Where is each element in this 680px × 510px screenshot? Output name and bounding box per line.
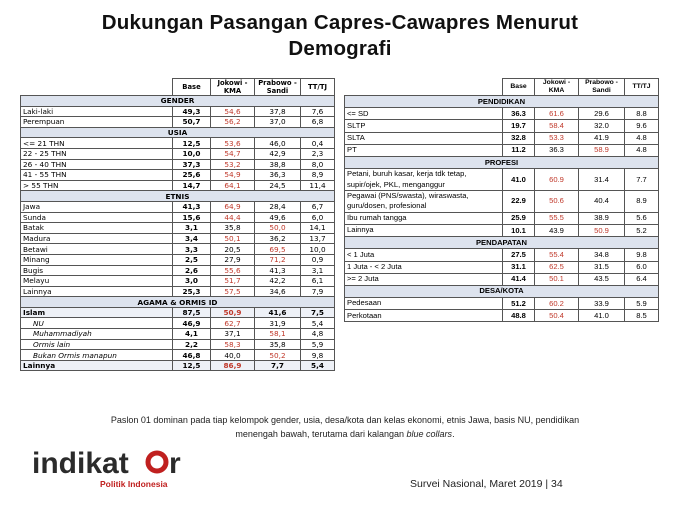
prabowo-value: 37,8: [255, 106, 301, 117]
prabowo-value: 31.4: [579, 169, 625, 191]
row-label: SLTP: [345, 120, 503, 132]
table-row: [21, 233, 335, 244]
row-label: Bukan Ormis manapun: [21, 350, 173, 361]
table-row: [21, 159, 335, 170]
undecided-value: 5,4: [301, 360, 335, 371]
table-row: [345, 298, 659, 310]
prabowo-value: 49,6: [255, 212, 301, 223]
header-blank-cell: [21, 79, 173, 96]
undecided-value: 6.0: [625, 261, 659, 273]
jokowi-value: 40,0: [211, 350, 255, 361]
undecided-value: 8,0: [301, 159, 335, 170]
undecided-value: 5,9: [301, 339, 335, 350]
base-value: 50,7: [173, 117, 211, 128]
prabowo-value: 46,0: [255, 138, 301, 149]
jokowi-value: 27,9: [211, 254, 255, 265]
undecided-value: 4.8: [625, 132, 659, 144]
base-value: 41,3: [173, 201, 211, 212]
jokowi-value: 61.6: [535, 108, 579, 120]
undecided-value: 9,8: [301, 350, 335, 361]
undecided-value: 8.9: [625, 190, 659, 212]
row-label: Lainnya: [345, 224, 503, 236]
undecided-value: 8.8: [625, 108, 659, 120]
row-label: Betawi: [21, 244, 173, 255]
undecided-value: 6,7: [301, 201, 335, 212]
prabowo-value: 58,1: [255, 329, 301, 340]
prabowo-value: 32.0: [579, 120, 625, 132]
table-row: [345, 169, 659, 191]
row-label: <= 21 THN: [21, 138, 173, 149]
row-label: Laki-laki: [21, 106, 173, 117]
table-row: [21, 170, 335, 181]
row-label: 22 - 25 THN: [21, 148, 173, 159]
base-value: 3,0: [173, 276, 211, 287]
section-label: GENDER: [21, 96, 335, 107]
table-row: [21, 286, 335, 297]
table-row: [21, 276, 335, 287]
section-header-row: [345, 237, 659, 249]
jokowi-value: 44,4: [211, 212, 255, 223]
table-row: [21, 138, 335, 149]
undecided-value: 4.8: [625, 144, 659, 156]
table-row: [21, 212, 335, 223]
table-row: [345, 212, 659, 224]
base-value: 87,5: [173, 307, 211, 318]
section-header-row: [21, 191, 335, 202]
jokowi-value: 60.2: [535, 298, 579, 310]
table-row: [21, 180, 335, 191]
jokowi-value: 50,1: [211, 233, 255, 244]
jokowi-value: 86,9: [211, 360, 255, 371]
base-value: 2,2: [173, 339, 211, 350]
row-label: Batak: [21, 223, 173, 234]
prabowo-value: 38,8: [255, 159, 301, 170]
undecided-value: 5.6: [625, 212, 659, 224]
row-label: <= SD: [345, 108, 503, 120]
section-header-row: [345, 156, 659, 168]
table-row: [345, 273, 659, 285]
prabowo-value: 33.9: [579, 298, 625, 310]
table-header-row: [345, 79, 659, 96]
base-value: 37,3: [173, 159, 211, 170]
undecided-value: 0,4: [301, 138, 335, 149]
base-value: 27.5: [503, 249, 535, 261]
base-value: 46,8: [173, 350, 211, 361]
base-value: 2,6: [173, 265, 211, 276]
table-row: [345, 144, 659, 156]
column-header: Prabowo - Sandi: [579, 79, 625, 96]
base-value: 10,0: [173, 148, 211, 159]
table-row: [345, 310, 659, 322]
section-header-row: [21, 96, 335, 107]
column-header: Jokowi - KMA: [535, 79, 579, 96]
svg-text:indikat: indikat: [32, 447, 129, 480]
prabowo-value: 69,5: [255, 244, 301, 255]
table-row: [21, 254, 335, 265]
row-label: Melayu: [21, 276, 173, 287]
table-row: [21, 265, 335, 276]
base-value: 14,7: [173, 180, 211, 191]
undecided-value: 2,3: [301, 148, 335, 159]
base-value: 51.2: [503, 298, 535, 310]
table-row: [21, 244, 335, 255]
base-value: 32.8: [503, 132, 535, 144]
logo-subtitle: Politik Indonesia: [100, 479, 168, 489]
section-header-row: [345, 96, 659, 108]
prabowo-value: 42,9: [255, 148, 301, 159]
row-label: 41 - 55 THN: [21, 170, 173, 181]
prabowo-value: 41,3: [255, 265, 301, 276]
undecided-value: 13,7: [301, 233, 335, 244]
jokowi-value: 55.4: [535, 249, 579, 261]
prabowo-value: 43.5: [579, 273, 625, 285]
undecided-value: 9.6: [625, 120, 659, 132]
row-label: Islam: [21, 307, 173, 318]
undecided-value: 7,9: [301, 286, 335, 297]
table-row: [21, 307, 335, 318]
undecided-value: 6.4: [625, 273, 659, 285]
base-value: 2,5: [173, 254, 211, 265]
prabowo-value: 50.9: [579, 224, 625, 236]
prabowo-value: 34,6: [255, 286, 301, 297]
prabowo-value: 36,2: [255, 233, 301, 244]
row-label: < 1 Juta: [345, 249, 503, 261]
prabowo-value: 34.8: [579, 249, 625, 261]
base-value: 25,3: [173, 286, 211, 297]
jokowi-value: 53,2: [211, 159, 255, 170]
section-header-row: [21, 297, 335, 308]
base-value: 11.2: [503, 144, 535, 156]
undecided-value: 5.2: [625, 224, 659, 236]
note-text-end: .: [452, 429, 455, 439]
undecided-value: 8.5: [625, 310, 659, 322]
row-label: Ormis lain: [21, 339, 173, 350]
undecided-value: 7,6: [301, 106, 335, 117]
table-row: [21, 148, 335, 159]
row-label: Ibu rumah tangga: [345, 212, 503, 224]
section-header-row: [345, 285, 659, 297]
prabowo-value: 37,0: [255, 117, 301, 128]
table-row: [21, 360, 335, 371]
note-text: menengah bawah, terutama dari kalangan: [235, 429, 407, 439]
row-label: >= 2 Juta: [345, 273, 503, 285]
title-line-1: Dukungan Pasangan Capres-Cawapres Menurut: [101, 11, 579, 34]
undecided-value: 7,5: [301, 307, 335, 318]
table-row: [21, 318, 335, 329]
section-label: AGAMA & ORMIS ID: [21, 297, 335, 308]
column-header: Jokowi - KMA: [211, 79, 255, 96]
base-value: 41.4: [503, 273, 535, 285]
jokowi-value: 64,1: [211, 180, 255, 191]
jokowi-value: 55,6: [211, 265, 255, 276]
base-value: 36.3: [503, 108, 535, 120]
prabowo-value: 29.6: [579, 108, 625, 120]
row-label: Perkotaan: [345, 310, 503, 322]
note-line-2: [60, 427, 630, 441]
undecided-value: 11,4: [301, 180, 335, 191]
row-label: Lainnya: [21, 286, 173, 297]
row-label: SLTA: [345, 132, 503, 144]
prabowo-value: 50,0: [255, 223, 301, 234]
jokowi-value: 54,6: [211, 106, 255, 117]
base-value: 46,9: [173, 318, 211, 329]
section-label: ETNIS: [21, 191, 335, 202]
jokowi-value: 51,7: [211, 276, 255, 287]
table-row: [345, 120, 659, 132]
jokowi-value: 43.9: [535, 224, 579, 236]
base-value: 31.1: [503, 261, 535, 273]
table-row: [21, 223, 335, 234]
row-label: Pedesaan: [345, 298, 503, 310]
undecided-value: 6,0: [301, 212, 335, 223]
table-row: [21, 201, 335, 212]
row-label: > 55 THN: [21, 180, 173, 191]
section-label: USIA: [21, 127, 335, 138]
summary-note: [60, 413, 630, 441]
table-row: [345, 190, 659, 212]
section-label: DESA/KOTA: [345, 285, 659, 297]
table-row: [345, 132, 659, 144]
row-label: Muhammadiyah: [21, 329, 173, 340]
undecided-value: 5.9: [625, 298, 659, 310]
prabowo-value: 24,5: [255, 180, 301, 191]
prabowo-value: 31,9: [255, 318, 301, 329]
note-line-1: Paslon 01 dominan pada tiap kelompok gender, usia, desa/kota dan kelas ekonomi, etnis Jawa, basis NU, pendidikan: [110, 415, 580, 425]
footer-page-info: Survei Nasional, Maret 2019 | 34: [410, 478, 563, 490]
undecided-value: 14,1: [301, 223, 335, 234]
prabowo-value: 71,2: [255, 254, 301, 265]
table-row: [345, 108, 659, 120]
jokowi-value: 57,5: [211, 286, 255, 297]
column-header: TT/TJ: [625, 79, 659, 96]
column-header: Base: [173, 79, 211, 96]
jokowi-value: 55.5: [535, 212, 579, 224]
row-label: Jawa: [21, 201, 173, 212]
jokowi-value: 62.5: [535, 261, 579, 273]
jokowi-value: 37,1: [211, 329, 255, 340]
prabowo-value: 41,6: [255, 307, 301, 318]
undecided-value: 7.7: [625, 169, 659, 191]
prabowo-value: 38.9: [579, 212, 625, 224]
jokowi-value: 36.3: [535, 144, 579, 156]
jokowi-value: 58,3: [211, 339, 255, 350]
row-label: Lainnya: [21, 360, 173, 371]
undecided-value: 6,1: [301, 276, 335, 287]
base-value: 3,4: [173, 233, 211, 244]
prabowo-value: 7,7: [255, 360, 301, 371]
jokowi-value: 62,7: [211, 318, 255, 329]
column-header: Base: [503, 79, 535, 96]
prabowo-value: 42,2: [255, 276, 301, 287]
undecided-value: 3,1: [301, 265, 335, 276]
jokowi-value: 35,8: [211, 223, 255, 234]
table-header-row: [21, 79, 335, 96]
row-label: Petani, buruh kasar, kerja tdk tetap, supir/ojek, PKL, menganggur: [345, 169, 503, 191]
jokowi-value: 54,9: [211, 170, 255, 181]
base-value: 15,6: [173, 212, 211, 223]
jokowi-value: 20,5: [211, 244, 255, 255]
row-label: Madura: [21, 233, 173, 244]
table-row: [345, 249, 659, 261]
jokowi-value: 56,2: [211, 117, 255, 128]
base-value: 10.1: [503, 224, 535, 236]
base-value: 12,5: [173, 360, 211, 371]
jokowi-value: 50.6: [535, 190, 579, 212]
base-value: 3,3: [173, 244, 211, 255]
prabowo-value: 58.9: [579, 144, 625, 156]
base-value: 3,1: [173, 223, 211, 234]
prabowo-value: 40.4: [579, 190, 625, 212]
jokowi-value: 64,9: [211, 201, 255, 212]
prabowo-value: 41.0: [579, 310, 625, 322]
jokowi-value: 54,7: [211, 148, 255, 159]
row-label: PT: [345, 144, 503, 156]
undecided-value: 0,9: [301, 254, 335, 265]
jokowi-value: 53,6: [211, 138, 255, 149]
row-label: 26 - 40 THN: [21, 159, 173, 170]
page-title: [0, 10, 680, 62]
prabowo-value: 35,8: [255, 339, 301, 350]
row-label: Pegawai (PNS/swasta), wiraswasta, guru/dosen, profesional: [345, 190, 503, 212]
jokowi-value: 58.4: [535, 120, 579, 132]
undecided-value: 9.8: [625, 249, 659, 261]
undecided-value: 4,8: [301, 329, 335, 340]
undecided-value: 10,0: [301, 244, 335, 255]
section-label: PENDIDIKAN: [345, 96, 659, 108]
prabowo-value: 50,2: [255, 350, 301, 361]
section-label: PENDAPATAN: [345, 237, 659, 249]
indikator-logo: [30, 443, 210, 493]
undecided-value: 6,8: [301, 117, 335, 128]
prabowo-value: 36,3: [255, 170, 301, 181]
table-row: [21, 350, 335, 361]
table-row: [21, 339, 335, 350]
prabowo-value: 31.5: [579, 261, 625, 273]
table-row: [345, 261, 659, 273]
jokowi-value: 53.3: [535, 132, 579, 144]
left-demographics-table: [20, 78, 335, 371]
prabowo-value: 41.9: [579, 132, 625, 144]
column-header: TT/TJ: [301, 79, 335, 96]
row-label: Perempuan: [21, 117, 173, 128]
base-value: 22.9: [503, 190, 535, 212]
base-value: 19.7: [503, 120, 535, 132]
base-value: 48.8: [503, 310, 535, 322]
prabowo-value: 28,4: [255, 201, 301, 212]
base-value: 4,1: [173, 329, 211, 340]
row-label: Sunda: [21, 212, 173, 223]
row-label: NU: [21, 318, 173, 329]
header-blank-cell: [345, 79, 503, 96]
jokowi-value: 50.1: [535, 273, 579, 285]
undecided-value: 5,4: [301, 318, 335, 329]
svg-text:r: r: [169, 447, 181, 480]
undecided-value: 8,9: [301, 170, 335, 181]
base-value: 12,5: [173, 138, 211, 149]
row-label: Minang: [21, 254, 173, 265]
jokowi-value: 60.9: [535, 169, 579, 191]
note-italic-text: blue collars: [406, 429, 453, 439]
column-header: Prabowo - Sandi: [255, 79, 301, 96]
base-value: 49,3: [173, 106, 211, 117]
base-value: 41.0: [503, 169, 535, 191]
table-row: [21, 329, 335, 340]
base-value: 25.9: [503, 212, 535, 224]
right-demographics-table: [344, 78, 659, 322]
table-row: [21, 117, 335, 128]
title-line-2: Demografi: [288, 37, 392, 60]
table-row: [21, 106, 335, 117]
jokowi-value: 50.4: [535, 310, 579, 322]
base-value: 25,6: [173, 170, 211, 181]
section-label: PROFESI: [345, 156, 659, 168]
row-label: 1 Juta - < 2 Juta: [345, 261, 503, 273]
row-label: Bugis: [21, 265, 173, 276]
jokowi-value: 50,9: [211, 307, 255, 318]
section-header-row: [21, 127, 335, 138]
table-row: [345, 224, 659, 236]
